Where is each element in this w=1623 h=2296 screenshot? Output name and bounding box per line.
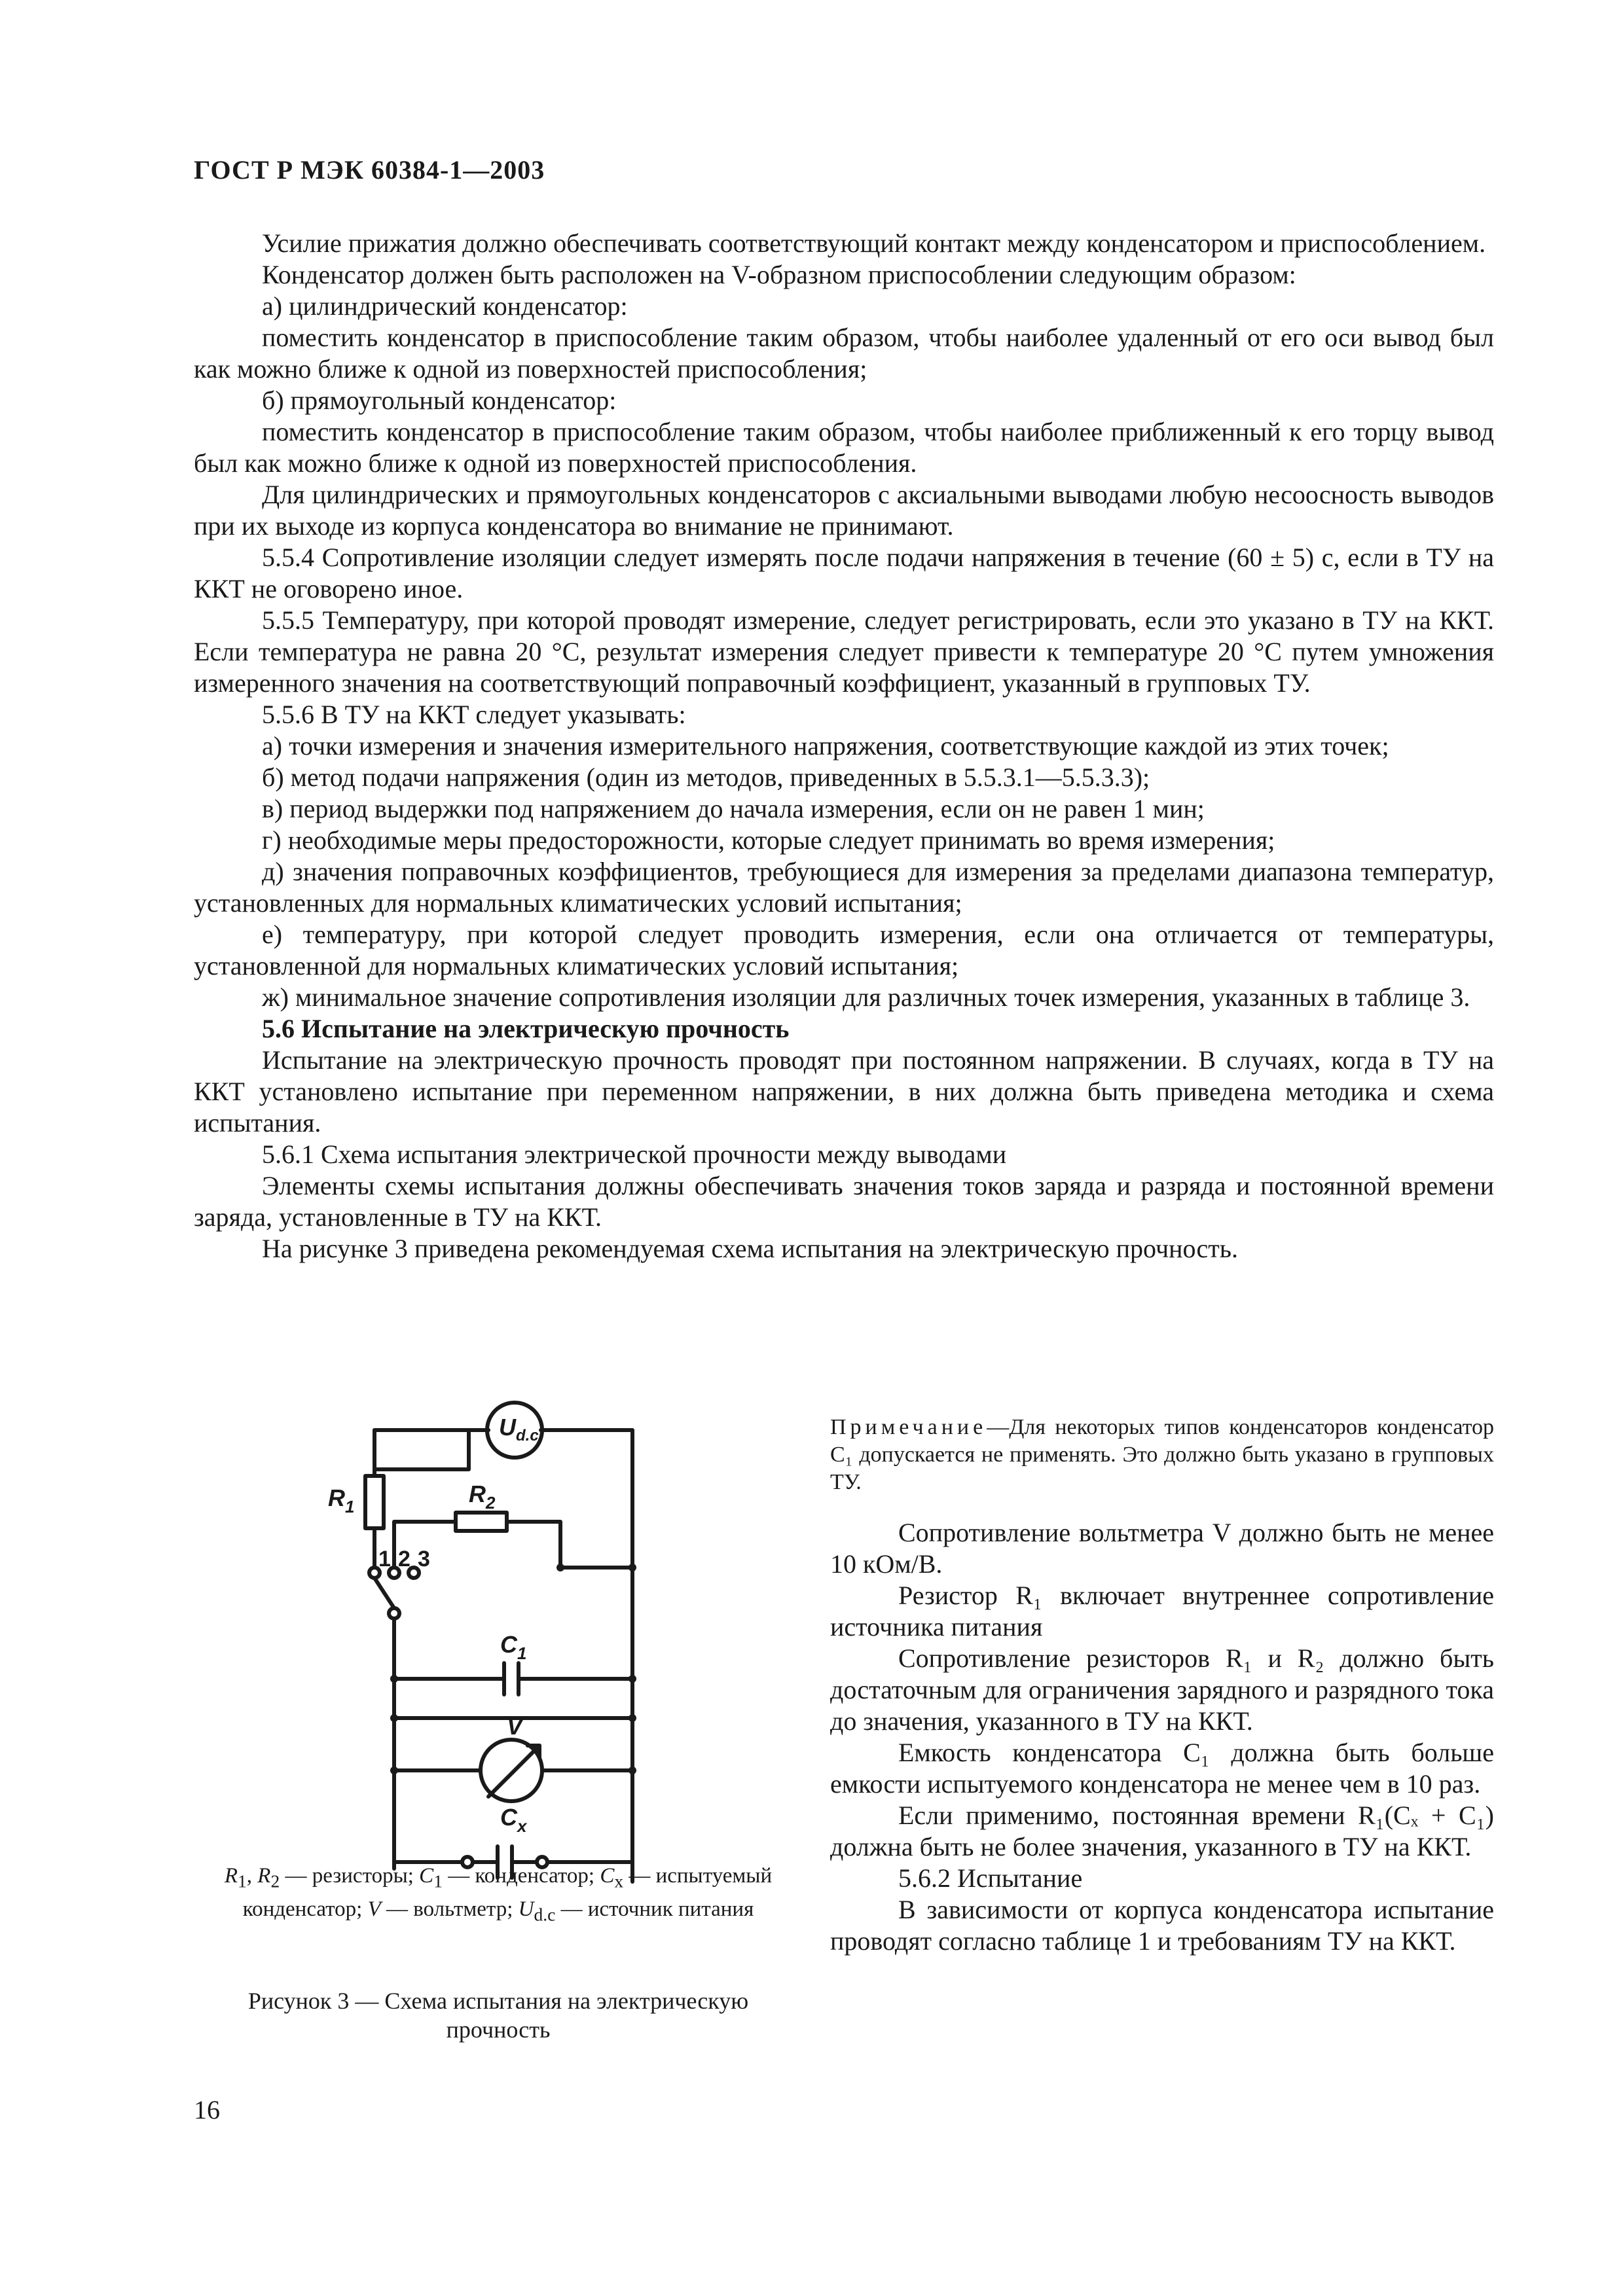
label-switch-3: 3 <box>418 1547 430 1571</box>
junction <box>629 1714 636 1722</box>
paragraph: 5.5.5 Температуру, при которой проводят измерение, следует регистрировать, если это указано в ТУ на ККТ. Если температура не равна 20 °С, результат измерения следует привести к температуре 20 °С путем умножения измеренного значения на соответствующий поправочный коэффициент, указанный в групповых ТУ. <box>194 605 1494 698</box>
paragraph: Сопротивление вольтметра V должно быть не менее 10 кОм/В. <box>830 1518 1494 1579</box>
junction <box>629 1675 636 1683</box>
paragraph: Элементы схемы испытания должны обеспечивать значения токов заряда и разряда и постоянной времени заряда, установленные в ТУ на ККТ. <box>194 1171 1494 1232</box>
paragraph: д) значения поправочных коэффициентов, требующиеся для измерения за пределами диапазона температур, установленных для нормальных климатических условий испытания; <box>194 857 1494 918</box>
junction <box>629 1767 636 1774</box>
paragraph: а) точки измерения и значения измерительного напряжения, соответствующие каждой из этих точек; <box>262 731 1389 761</box>
paragraph: Если применимо, постоянная времени R₁(Cₓ + C₁) должна быть не более значения, указанного в ТУ на ККТ. <box>830 1801 1494 1861</box>
voltmeter-arrow <box>488 1746 539 1797</box>
paragraph: 5.5.4 Сопротивление изоляции следует измерять после подачи напряжения в течение (60 ± 5) с, если в ТУ на ККТ не оговорено иное. <box>194 543 1494 603</box>
note-text: —Для некоторых типов конденсаторов конденсатор C₁ допускается не применять. Это должно быть указано в групповых ТУ. <box>830 1415 1494 1494</box>
label-r2: $R_2$ <box>469 1480 496 1513</box>
paragraph: б) метод подачи напряжения (один из методов, приведенных в 5.5.3.1—5.5.3.3); <box>262 762 1150 792</box>
figure-legend: $R_1$, $R_2$ — резисторы; $C_1$ — конденсатор; $C_x$ — испытуемый конденсатор; V — вольтметр; $U_{d.c}$ — источник питания <box>224 1864 773 1925</box>
label-v: V <box>507 1713 523 1740</box>
label-c1: $C_1$ <box>500 1631 527 1663</box>
resistor-r2 <box>456 1513 507 1531</box>
paragraph: 5.6.2 Испытание <box>898 1863 1083 1893</box>
junction <box>556 1564 564 1571</box>
paragraph: Емкость конденсатора C₁ должна быть больше емкости испытуемого конденсатора не менее чем в 10 раз. <box>830 1738 1494 1799</box>
paragraph: На рисунке 3 приведена рекомендуемая схема испытания на электрическую прочность. <box>262 1234 1238 1263</box>
junction <box>390 1714 398 1722</box>
voltmeter <box>481 1740 542 1801</box>
paragraph: Для цилиндрических и прямоугольных конденсаторов с аксиальными выводами любую несоосность выводов при их выходе из корпуса конденсатора во внимание не принимают. <box>194 480 1494 541</box>
paragraph: Сопротивление резисторов R₁ и R₂ должно быть достаточным для ограничения зарядного и разрядного тока до значения, указанного в ТУ на ККТ. <box>830 1643 1494 1736</box>
switch-arm <box>374 1578 394 1608</box>
figure-3 <box>194 1404 803 2043</box>
junction <box>390 1675 398 1683</box>
label-switch-2: 2 <box>398 1547 410 1571</box>
paragraph: ж) минимальное значение сопротивления изоляции для различных точек измерения, указанных в таблице 3. <box>262 982 1470 1012</box>
paragraph: Усилие прижатия должно обеспечивать соответствующий контакт между конденсатором и приспособлением. <box>262 228 1486 258</box>
document-header: ГОСТ Р МЭК 60384-1—2003 <box>194 155 545 185</box>
circuit-diagram <box>194 1404 803 1882</box>
paragraph: б) прямоугольный конденсатор: <box>262 386 617 415</box>
label-r1: $R_1$ <box>328 1484 355 1516</box>
note-label: Примечание <box>830 1415 987 1439</box>
main-text <box>194 228 1494 1265</box>
label-switch-1: 1 <box>378 1547 391 1571</box>
paragraph: е) температуру, при которой следует проводить измерения, если она отличается от температуры, установленной для нормальных климатических условий испытания; <box>194 920 1494 980</box>
paragraph: а) цилиндрический конденсатор: <box>262 291 628 321</box>
paragraph: 5.5.6 В ТУ на ККТ следует указывать: <box>262 700 686 729</box>
paragraph: 5.6.1 Схема испытания электрической прочности между выводами <box>262 1139 1007 1169</box>
junction <box>629 1564 636 1571</box>
page-number: 16 <box>194 2095 220 2125</box>
resistor-r1 <box>365 1476 384 1528</box>
paragraph: В зависимости от корпуса конденсатора испытание проводят согласно таблице 1 и требованиям ТУ на ККТ. <box>830 1895 1494 1956</box>
right-column <box>830 1414 1494 1957</box>
note <box>830 1414 1494 1496</box>
capacitor-c1-plate <box>504 1663 519 1695</box>
label-udc: $U_{d.c}$ <box>499 1414 539 1444</box>
figure-caption: Рисунок 3 — Схема испытания на электрическую прочность <box>247 1988 749 2043</box>
paragraph: поместить конденсатор в приспособление таким образом, чтобы наиболее приближенный к его торцу вывод был как можно ближе к одной из поверхностей приспособления. <box>194 417 1494 478</box>
paragraph: в) период выдержки под напряжением до начала измерения, если он не равен 1 мин; <box>262 794 1205 823</box>
paragraph: Испытание на электрическую прочность проводят при постоянном напряжении. В случаях, когда в ТУ на ККТ установлено испытание при переменном напряжении, в них должна быть приведена методика и схема испытания. <box>194 1045 1494 1138</box>
paragraph: г) необходимые меры предосторожности, которые следует принимать во время измерения; <box>262 825 1275 855</box>
paragraph: Резистор R₁ включает внутреннее сопротивление источника питания <box>830 1581 1494 1641</box>
label-cx: $C_x$ <box>500 1804 527 1836</box>
junction <box>390 1767 398 1774</box>
section-heading: 5.6 Испытание на электрическую прочность <box>262 1014 790 1043</box>
paragraph: Конденсатор должен быть расположен на V-образном приспособлении следующим образом: <box>262 260 1296 289</box>
paragraph: поместить конденсатор в приспособление таким образом, чтобы наиболее удаленный от его оси вывод был как можно ближе к одной из поверхностей приспособления; <box>194 323 1494 384</box>
